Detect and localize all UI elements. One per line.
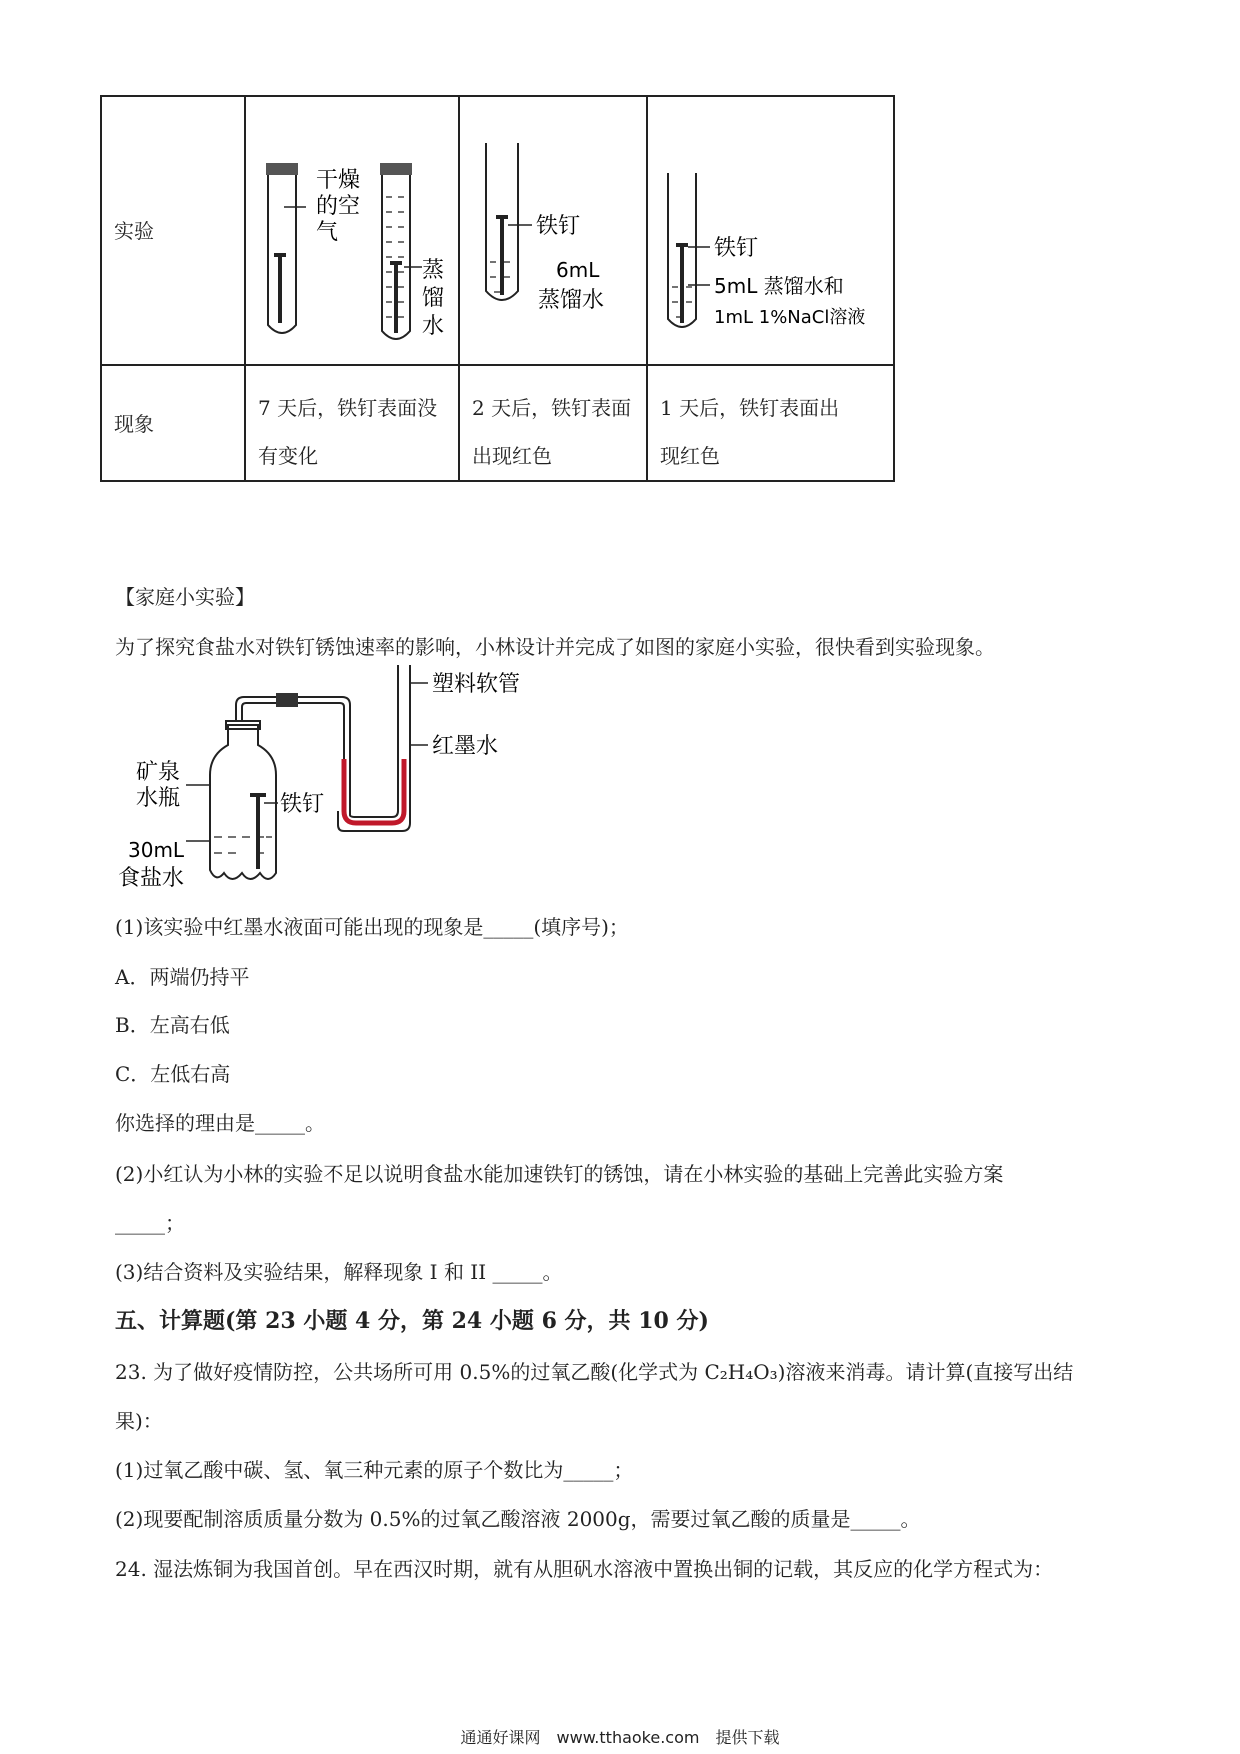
question-3: (3)结合资料及实验结果，解释现象 I 和 II _____。 [115,1260,563,1284]
fig2-nail-label: 铁钉 [536,214,581,239]
u-tube-inner [350,665,398,817]
fig3-line2: 1mL 1%NaCl溶液 [714,307,866,328]
label-salt-water: 食盐水 [118,866,185,891]
fig2-volume: 6mL [556,258,600,282]
phenomenon-1: 7 天后，铁钉表面没有变化 [258,396,438,468]
fig1-label-1: 干燥 [316,168,361,193]
page-footer: 通通好课网 www.tthaoke.com 提供下载 [460,1728,780,1747]
fig1-label-3: 气 [316,220,339,245]
option-c: C．左低右高 [115,1062,231,1086]
stopper-2 [380,163,412,175]
phenomenon-2: 2 天后，铁钉表面出现红色 [472,396,632,468]
distilled-water-tube-figure [460,97,646,359]
figure-cell-2 [459,96,647,365]
nacl-tube-figure [648,97,893,359]
question-23-line2: 果)： [115,1409,163,1433]
phenomenon-cell-2 [459,365,647,481]
salt-water-dashes [214,837,272,853]
phenomenon-cell-3 [647,365,894,481]
reason-prompt: 你选择的理由是_____。 [115,1111,325,1135]
row-label-experiment: 实验 [114,219,154,243]
label-red-ink: 红墨水 [432,734,499,759]
section-title: 【家庭小实验】 [115,585,255,609]
home-experiment-figure [110,665,540,900]
question-2-line1: (2)小红认为小林的实验不足以说明食盐水能加速铁钉的锈蚀，请在小林实验的基础上完善此实验方案 [115,1162,1004,1186]
phenomenon-3: 1 天后，铁钉表面出现红色 [660,396,840,468]
label-bottle-1: 矿泉 [136,760,181,785]
fig3-nail-label: 铁钉 [714,236,759,261]
dry-air-tubes-figure [246,97,458,359]
question-24: 24. 湿法炼铜为我国首创。早在西汉时期，就有从胆矾水溶液中置换出铜的记载，其反应的化学方程式为： [115,1557,1054,1581]
section-5-title: 五、计算题(第 23 小题 4 分，第 24 小题 6 分，共 10 分) [115,1308,709,1334]
u-tube-outer [338,665,410,831]
option-a: A．两端仍持平 [115,965,250,989]
question-23-line1: 23. 为了做好疫情防控，公共场所可用 0.5%的过氧乙酸(化学式为 C₂H₄O₃)溶液来消毒。请计算(直接写出结 [115,1360,1074,1384]
fig3-line1: 5mL 蒸馏水和 [714,274,844,298]
tube-connector [276,693,298,707]
question-23-2: (2)现要配制溶质质量分数为 0.5%的过氧乙酸溶液 2000g，需要过氧乙酸的质量是_____。 [115,1507,921,1531]
figure-cell-1 [245,96,459,365]
label-volume: 30mL [128,838,185,862]
row-label-cell-2 [101,365,245,481]
row-label-phenomenon: 现象 [114,412,154,436]
stopper-1 [266,163,298,175]
fig2-water: 蒸馏水 [538,288,605,313]
fig1-label-2: 的空 [316,194,361,219]
figure-cell-3 [647,96,894,365]
fig1-water-2: 馏 [422,286,445,311]
experiment-table [100,95,895,482]
label-bottle-2: 水瓶 [136,786,181,811]
fig1-water-1: 蒸 [422,258,445,283]
row-label-cell [101,96,245,365]
fig1-water-3: 水 [422,314,445,339]
question-1: (1)该实验中红墨水液面可能出现的现象是_____(填序号)； [115,915,629,939]
phenomenon-cell-1 [245,365,459,481]
question-2-line2: _____； [115,1211,185,1235]
mineral-water-bottle [210,725,276,879]
option-b: B．左高右低 [115,1013,230,1037]
intro-text: 为了探究食盐水对铁钉锈蚀速率的影响，小林设计并完成了如图的家庭小实验，很快看到实验现象。 [115,635,995,659]
label-home-nail: 铁钉 [280,792,325,817]
question-23-1: (1)过氧乙酸中碳、氢、氧三种元素的原子个数比为_____； [115,1458,634,1482]
label-plastic-tube: 塑料软管 [432,672,521,697]
red-ink [344,759,404,823]
